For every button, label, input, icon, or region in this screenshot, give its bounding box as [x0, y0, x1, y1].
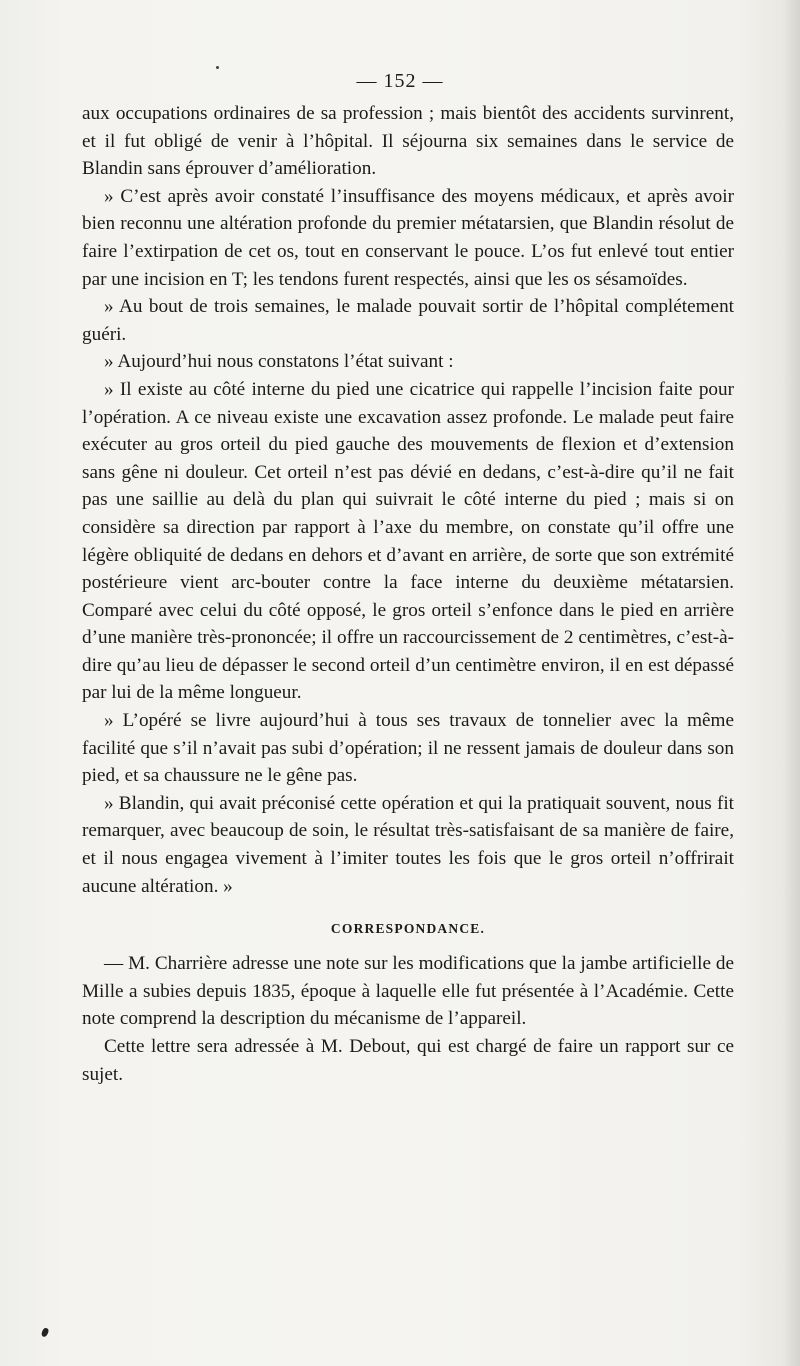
- page-edge-shadow: [782, 0, 800, 1366]
- paragraph-quote-current-state: » Aujourd’hui nous constatons l’état suivant :: [104, 351, 454, 373]
- section-heading-correspondance: CORRESPONDANCE.: [330, 921, 486, 937]
- paragraph-quote-scar: » Il existe au côté interne du pied une cicatrice qui rappelle l’incision faite pour l’opération. A ce niveau existe une excavation assez profonde. Le malade peut faire exécuter au gros orteil du pied gauche des mouvements de flexion et d’extension sans gêne ni douleur. Cet orteil n’est pas dévié en dedans, c’est-à-dire qu’il ne fait pas une saillie au delà du plan qui suivrait le côté interne du pied ; mais si on considère sa direction par rapport à l’axe du membre, on constate qu’il offre une légère obliquité de dedans en dehors et d’avant en arrière, de sorte que son extrémité postérieure vient arc-bouter contre la face interne du deuxième métatarsien. Comparé avec celui du côté opposé, le gros orteil s’enfonce dans le pied en arrière d’une manière très-prononcée; il offre un raccourcissement de 2 centimètres, c’est-à-dire qu’au lieu de dépasser le second orteil d’un centimètre environ, il en est dépassé par lui de la même longueur.: [82, 378, 734, 704]
- paragraph-quote-cooper: » L’opéré se livre aujourd’hui à tous ses travaux de tonnelier avec la même facilité que s’il n’avait pas subi d’opération; il ne ressent jamais de douleur dans son pied, et sa chaussure ne le gêne pas.: [82, 710, 734, 787]
- paragraph-charriere-note: — M. Charrière adresse une note sur les modifications que la jambe artificielle de Mille a subies depuis 1835, époque à laquelle elle fut présentée à l’Académie. Cette note comprend la description du mécanisme de l’appareil.: [82, 953, 734, 1030]
- paragraph-quote-recovery: » Au bout de trois semaines, le malade pouvait sortir de l’hôpital complétement guéri.: [82, 296, 734, 345]
- page-number: — 152 —: [356, 70, 444, 92]
- ink-blot: [41, 1327, 50, 1338]
- paragraph-continued: aux occupations ordinaires de sa profession ; mais bientôt des accidents survinrent, et il fut obligé de venir à l’hôpital. Il séjourna six semaines dans le service de Blandin sans éprouver d’amélioration.: [82, 103, 734, 180]
- paragraph-quote-blandin: » Blandin, qui avait préconisé cette opération et qui la pratiquait souvent, nous fit remarquer, avec beaucoup de soin, le résultat très-satisfaisant de sa manière de faire, et il nous engagea vivement à l’imiter toutes les fois que le gros orteil n’offrirait aucune altération. »: [82, 792, 734, 897]
- paragraph-debout-letter: Cette lettre sera adressée à M. Debout, qui est chargé de faire un rapport sur ce sujet.: [82, 1036, 734, 1085]
- ink-speck: [216, 66, 219, 69]
- paragraph-quote-insufficiency: » C’est après avoir constaté l’insuffisance des moyens médicaux, et après avoir bien reconnu une altération profonde du premier métatarsien, que Blandin résolut de faire l’extirpation de cet os, tout en conservant le pouce. L’os fut enlevé tout entier par une incision en T; les tendons furent respectés, ainsi que les os sésamoïdes.: [82, 185, 734, 290]
- body-text: [82, 100, 734, 1088]
